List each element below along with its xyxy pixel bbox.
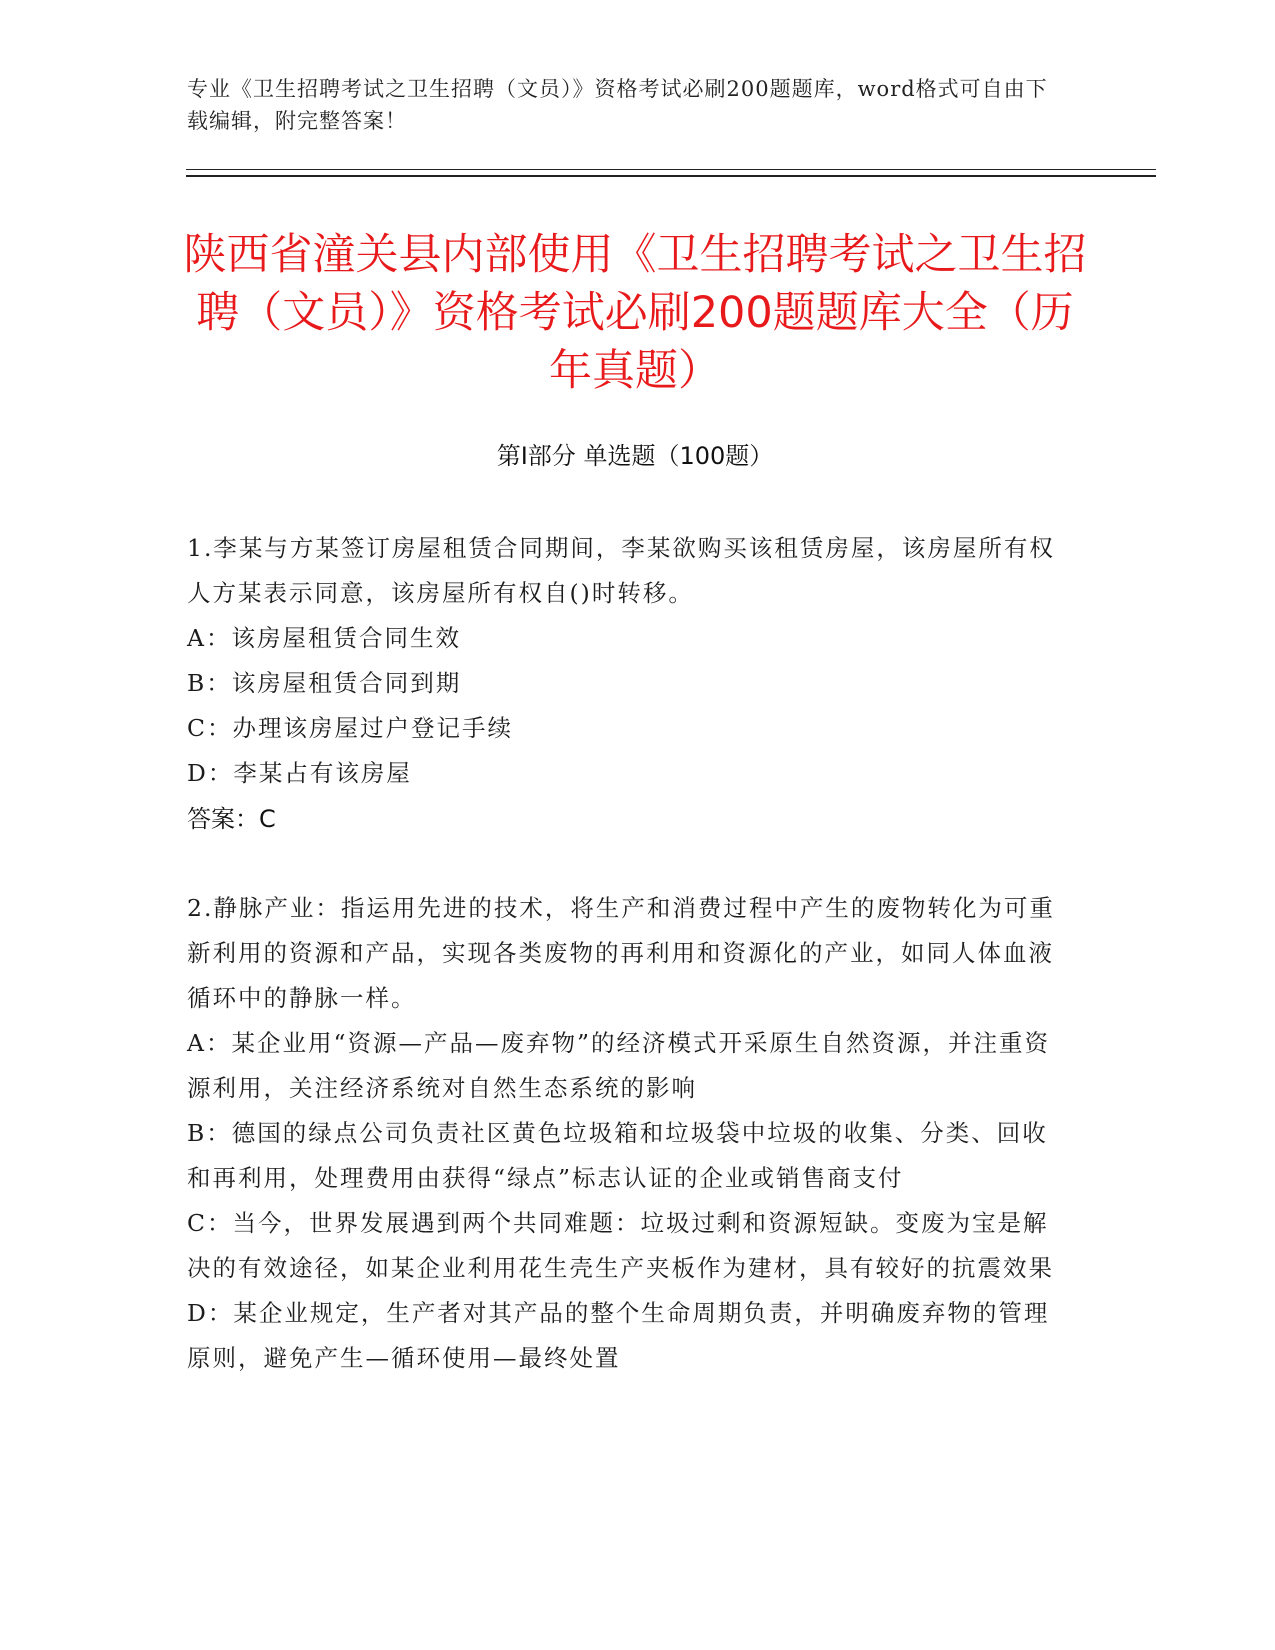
option-d: D：李某占有该房屋 (187, 759, 412, 787)
section-title: 第Ⅰ部分 单选题（100题） (496, 442, 774, 470)
question-list (187, 526, 1067, 1425)
header-rule-thin (186, 169, 1156, 170)
option-c: C：当今，世界发展遇到两个共同难题：垃圾过剩和资源短缺。变废为宝是解决的有效途径，如某企业利用花生壳生产夹板作为建材，具有较好的抗震效果 (187, 1209, 1054, 1282)
answer-line: 答案：C (187, 805, 276, 833)
question-text: 1.李某与方某签订房屋租赁合同期间，李某欲购买该租赁房屋，该房屋所有权人方某表示同意，该房屋所有权自()时转移。 (187, 534, 1055, 607)
option-b: B：该房屋租赁合同到期 (187, 669, 462, 697)
document-title: 陕西省潼关县内部使用《卫生招聘考试之卫生招聘（文员）》资格考试必刷200题题库大全（历年真题） (183, 230, 1087, 396)
option-d: D：某企业规定，生产者对其产品的整个生命周期负责，并明确废弃物的管理原则，避免产生—循环使用—最终处置 (187, 1299, 1050, 1372)
option-a: A：某企业用“资源—产品—废弃物”的经济模式开采原生自然资源，并注重资源利用，关注经济系统对自然生态系统的影响 (187, 1029, 1050, 1102)
header-note: 专业《卫生招聘考试之卫生招聘（文员）》资格考试必刷200题题库，word格式可自由下载编辑，附完整答案！ (187, 77, 1048, 133)
question-item (187, 886, 1067, 1381)
option-b: B：德国的绿点公司负责社区黄色垃圾箱和垃圾袋中垃圾的收集、分类、回收和再利用，处理费用由获得“绿点”标志认证的企业或销售商支付 (187, 1119, 1048, 1192)
question-item (187, 526, 1067, 842)
option-a: A：该房屋租赁合同生效 (187, 624, 461, 652)
header-rule-thick (186, 175, 1156, 177)
question-text: 2.静脉产业：指运用先进的技术，将生产和消费过程中产生的废物转化为可重新利用的资源和产品，实现各类废物的再利用和资源化的产业，如同人体血液循环中的静脉一样。 (187, 894, 1055, 1012)
option-c: C：办理该房屋过户登记手续 (187, 714, 513, 742)
